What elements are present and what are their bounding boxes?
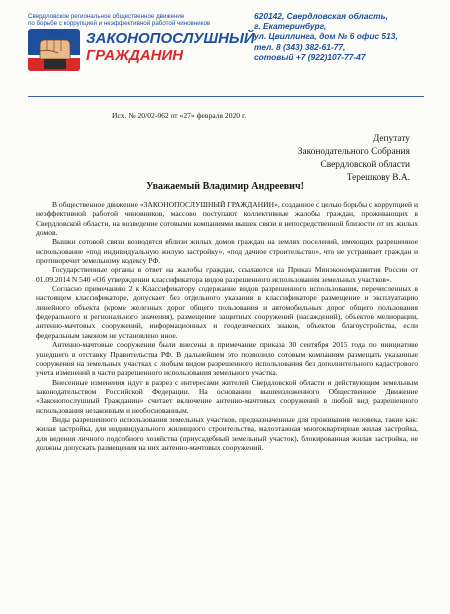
body-paragraph: Антенно-мачтовые сооружения были внесены в примечание приказа 30 сентября 2015 года по инициативе ушедшего в отставку Правительства РФ. В дальнейшем это позволило сотовым компаниям размещать указанные сооружения на земельных участках с любым видом разрешенного использования без дополнительного кадастрового учета изменений в части разрешенного использования земельного участка. bbox=[36, 340, 418, 378]
body-paragraph: Государственные органы в ответ на жалобы граждан, ссылаются на Приказ Минэкономразвития России от 01.09.2014 N 540 «Об утверждении классификатора видов разрешенного использования земельных участков». bbox=[36, 265, 418, 284]
org-address bbox=[254, 11, 434, 62]
org-subtitle-line2: по борьбе с коррупцией и неэффективной работой чиновников bbox=[28, 20, 211, 27]
body-paragraph: Внесенные изменения идут в разрез с интересами жителей Свердловской области и действующим земельным законодательством Российской Федерации. На основании вышеизложенного Общественное Движение «Законопослушный Гражданин» считает включение антенно-мачтовых сооружений в любой вид разрешенного использования незаконным и необоснованным. bbox=[36, 377, 418, 415]
org-name-line1: ЗАКОНОПОСЛУШНЫЙ bbox=[86, 30, 255, 47]
address-line: сотовый +7 (922)107-77-47 bbox=[254, 51, 366, 62]
org-subtitle bbox=[28, 13, 238, 27]
address-line: г. Екатеринбург, bbox=[254, 21, 327, 32]
body-paragraph: В общественное движение «ЗАКОНОПОСЛУШНЫЙ ГРАЖДАНИН», созданное с целью борьбы с коррупцией и неэффективной работой чиновников, массово поступают коллективные жалобы граждан, проживающих в Свердловской области, на возведение сотовыми компаниями вышек связи в непосредственной близости от их жилых домов. bbox=[36, 200, 418, 238]
recipient-line: Депутату bbox=[372, 134, 410, 144]
recipient-line: Терешкову В.А. bbox=[346, 173, 410, 183]
letterhead-divider bbox=[28, 96, 424, 97]
body-paragraph: Вышки сотовой связи возводятся вблизи жилых домов граждан на землях поселений, имеющих разрешенное использование «под индивидуальную жилую застройку», «под дачное строительство», что не устраивает граждан и противоречит земельному кодексу РФ. bbox=[36, 237, 418, 266]
fist-logo-icon bbox=[28, 29, 80, 71]
letter-body bbox=[36, 200, 418, 452]
address-line: ул. Цвиллинга, дом № 6 офис 513, bbox=[254, 31, 398, 42]
org-name bbox=[86, 30, 255, 64]
org-name-line2: ГРАЖДАНИН bbox=[86, 47, 184, 64]
org-subtitle-line1: Свердловское региональное общественное движение bbox=[28, 13, 185, 20]
outgoing-reference: Исх. № 20/02-062 от «27» февраля 2020 г. bbox=[112, 111, 247, 120]
body-paragraph: Виды разрешенного использования земельных участков, предназначенные для проживания человека, такие как: жилая застройка, для индивидуального жилищного строительства, малоэтажная многоквартирная жилая застройка, для ведения личного подсобного хозяйства (приусадебный земельный участок), блокированная жилая застройка, не должны допускать размещения на них антенно-мачтовых сооружений. bbox=[36, 414, 418, 452]
address-line: 620142, Свердловская область, bbox=[254, 11, 388, 21]
body-paragraph: Согласно примечанию 2 к Классификатору содержание видов разрешенного использования, перечисленных в настоящем классификаторе, допускает без отдельного указания в классификаторе размещение и эксплуатацию линейного объекта (кроме железных дорог общего пользования и автомобильных дорог общего пользования федерального и регионального значения), размещение защитных сооружений (насаждений), объектов мелиорации, антенно-мачтовых сооружений, информационных и геодезических знаков, объектов благоустройства, если федеральным законом не установлено иное. bbox=[36, 284, 418, 340]
address-line: тел. 8 (343) 382-61-77, bbox=[254, 41, 346, 52]
recipient-block bbox=[298, 133, 410, 185]
salutation: Уважаемый Владимир Андреевич! bbox=[146, 181, 304, 192]
recipient-line: Законодательного Собрания bbox=[297, 147, 410, 157]
recipient-line: Свердловской области bbox=[320, 160, 410, 170]
